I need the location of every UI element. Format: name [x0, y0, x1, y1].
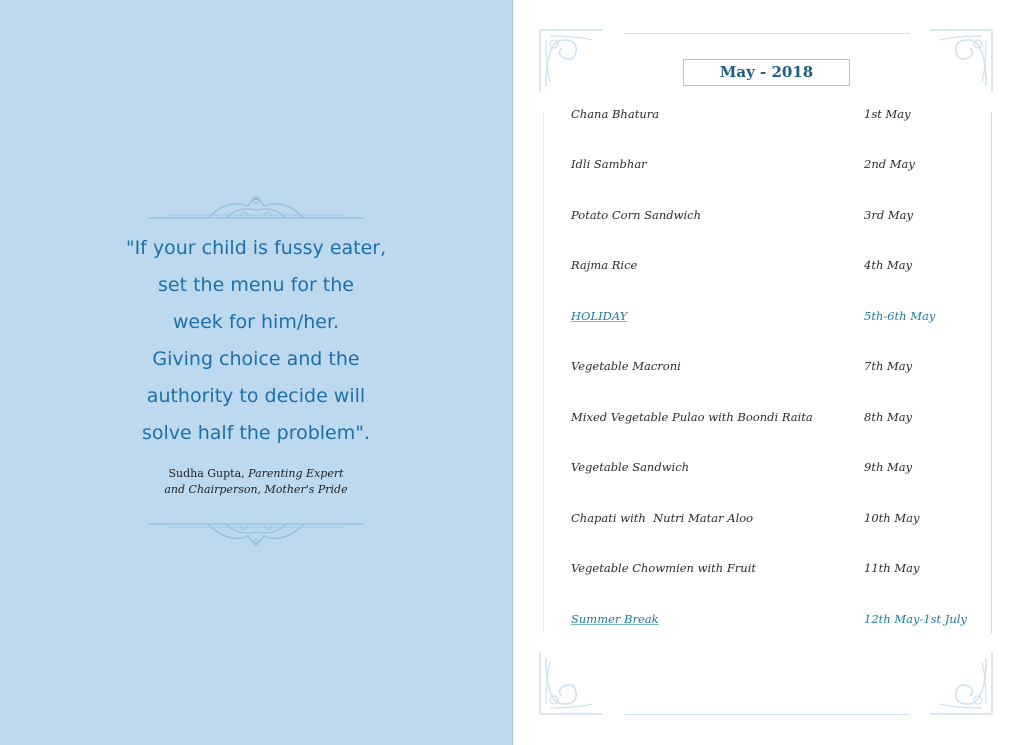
- menu-row-summer-break: [571, 612, 991, 632]
- quote-block: [0, 230, 512, 498]
- menu-row: [571, 511, 991, 531]
- menu-row: [571, 359, 991, 379]
- menu-dish: Summer Break: [571, 612, 659, 626]
- menu-dish: Mixed Vegetable Pulao with Boondi Raita: [571, 410, 813, 424]
- menu-dish: Chana Bhatura: [571, 107, 660, 121]
- menu-dish: Chapati with Nutri Matar Aloo: [571, 511, 754, 525]
- frame-rule-bottom: [624, 714, 910, 715]
- menu-date: 5th-6th May: [864, 309, 936, 323]
- menu-dish: Rajma Rice: [571, 258, 638, 272]
- menu-date: 1st May: [864, 107, 911, 121]
- menu-dish: Idli Sambhar: [571, 157, 647, 171]
- ornament-divider-bottom-icon: [148, 512, 364, 552]
- menu-date: 10th May: [864, 511, 920, 525]
- menu-row: [571, 157, 991, 177]
- menu-dish: Vegetable Sandwich: [571, 460, 690, 474]
- menu-date: 12th May-1st July: [864, 612, 968, 626]
- quote-line: week for him/her.: [172, 311, 340, 333]
- menu-date: 8th May: [864, 410, 913, 424]
- menu-row: [571, 460, 991, 480]
- menu-date: 11th May: [864, 561, 920, 575]
- attribution-name: Sudha Gupta,: [168, 467, 245, 480]
- corner-ornament-bottom-right-icon: [926, 648, 996, 718]
- frame-rule-left: [543, 112, 544, 634]
- menu-row: [571, 561, 991, 581]
- quote-attribution: [0, 466, 512, 498]
- menu-dish: HOLIDAY: [571, 309, 628, 323]
- menu-row: [571, 208, 991, 228]
- attribution-line-1: [0, 466, 512, 482]
- menu-dish: Vegetable Macroni: [571, 359, 681, 373]
- menu-date: 9th May: [864, 460, 913, 474]
- menu-row: [571, 258, 991, 278]
- quote-line: Giving choice and the: [152, 348, 360, 370]
- corner-ornament-top-right-icon: [926, 26, 996, 96]
- menu-row-holiday: [571, 309, 991, 329]
- menu-date: 4th May: [864, 258, 913, 272]
- attribution-role: Parenting Expert: [248, 467, 344, 480]
- menu-row: [571, 107, 991, 127]
- frame-rule-right: [991, 112, 992, 634]
- corner-ornament-bottom-left-icon: [536, 648, 606, 718]
- quote-text: [0, 230, 512, 452]
- attribution-line-2: [0, 482, 512, 498]
- menu-date: 2nd May: [864, 157, 915, 171]
- menu-title: May - 2018: [683, 59, 850, 86]
- quote-line: set the menu for the: [158, 274, 354, 296]
- menu-dish: Vegetable Chowmien with Fruit: [571, 561, 757, 575]
- frame-rule-top: [624, 33, 910, 34]
- attribution-affiliation: and Chairperson, Mother's Pride: [164, 483, 348, 496]
- corner-ornament-top-left-icon: [536, 26, 606, 96]
- menu-date: 7th May: [864, 359, 913, 373]
- quote-line: authority to decide will: [146, 385, 366, 407]
- menu-date: 3rd May: [864, 208, 913, 222]
- quote-line: solve half the problem".: [141, 422, 371, 444]
- ornament-divider-top-icon: [148, 188, 364, 228]
- quote-line: "If your child is fussy eater,: [125, 237, 387, 259]
- menu-dish: Potato Corn Sandwich: [571, 208, 702, 222]
- menu-row: [571, 410, 991, 430]
